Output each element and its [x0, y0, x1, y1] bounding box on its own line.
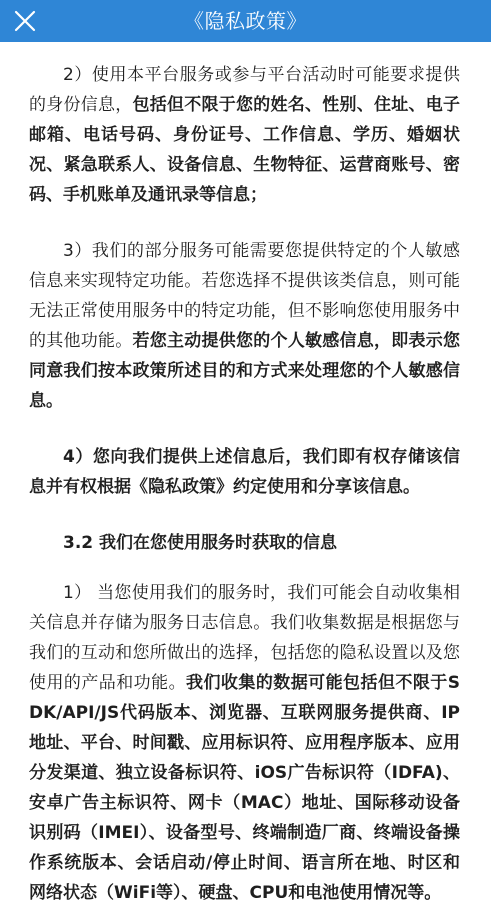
paragraph-text: 3）我们的部分服务可能需要您提供特定的个人敏感信息来实现特定功能。若您选择不提供该类信息，则可能无法正常使用服务中的特定功能，但不影响您使用服务中的其他功能。: [29, 241, 460, 351]
page-title: 《隐私政策》: [184, 9, 307, 33]
policy-paragraph-5: [29, 578, 460, 908]
paragraph-bold-text: 我们收集的数据可能包括但不限于SDK/API/JS代码版本、浏览器、互联网服务提供商、IP地址、平台、时间戳、应用标识符、应用程序版本、应用分发渠道、独立设备标识符、iOS广告标识符（IDFA)、安卓广告主标识符、网卡（MAC）地址、国际移动设备识别码（IMEI）、设备型号、终端制造厂商、终端设备操作系统版本、会话启动/停止时间、语言所在地、时区和网络状态（WiFi等）、硬盘、CPU和电池使用情况等。: [29, 673, 460, 903]
close-icon: [14, 10, 36, 32]
paragraph-text: 1） 当您使用我们的服务时，我们可能会自动收集相关信息并存储为服务日志信息。我们收集数据是根据您与我们的互动和您所做出的选择，包括您的隐私设置以及您使用的产品和功能。: [29, 583, 460, 693]
paragraph-bold-text: 若您主动提供您的个人敏感信息，即表示您同意我们按本政策所述目的和方式来处理您的个人敏感信息。: [29, 331, 460, 411]
close-button[interactable]: [10, 6, 40, 36]
section-heading: 3.2 我们在您使用服务时获取的信息: [63, 533, 338, 553]
app-header: [0, 0, 491, 42]
policy-content: [0, 42, 491, 918]
paragraph-text: 2）使用本平台服务或参与平台活动时可能要求提供的身份信息，: [29, 65, 460, 115]
paragraph-bold-text: 包括但不限于您的姓名、性别、住址、电子邮箱、电话号码、身份证号、工作信息、学历、婚姻状况、紧急联系人、设备信息、生物特征、运营商账号、密码、手机账单及通讯录等信息；: [29, 95, 460, 205]
policy-paragraph-4: 4）您向我们提供上述信息后，我们即有权存储该信息并有权根据《隐私政策》约定使用和分享该信息。: [29, 447, 460, 497]
policy-paragraph-3: [29, 236, 460, 416]
policy-paragraph-2: [29, 60, 460, 210]
